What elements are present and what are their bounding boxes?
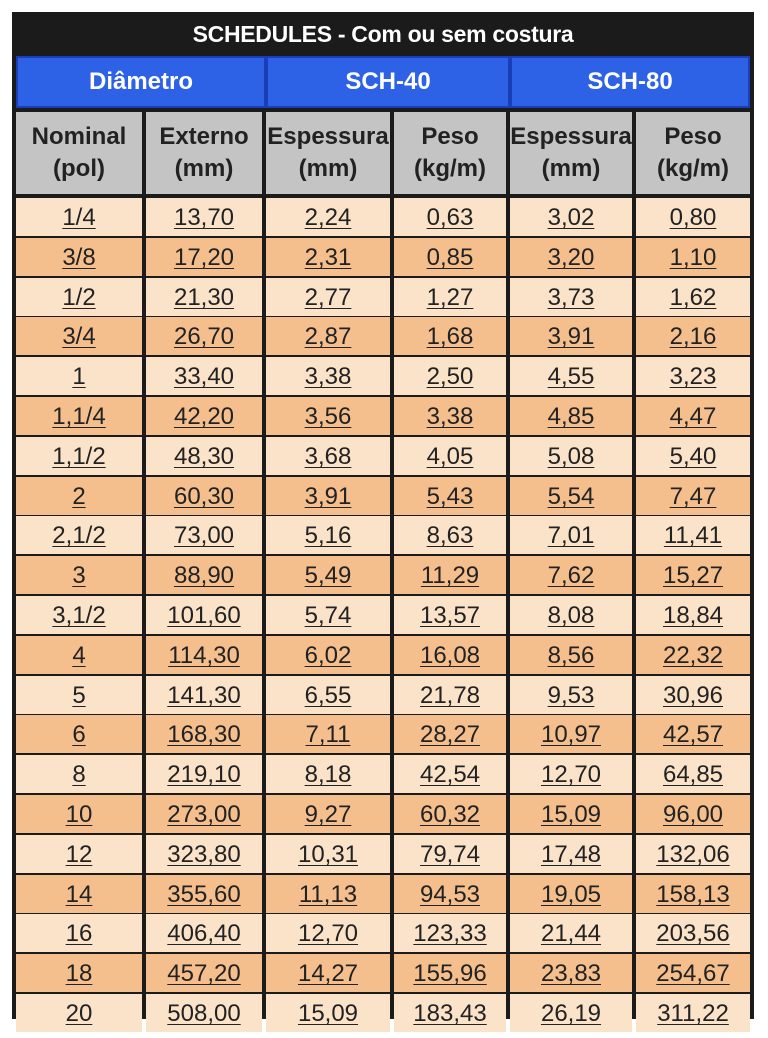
table-cell [636, 795, 750, 833]
table-cell [146, 636, 262, 674]
cell-value: 7,47 [669, 482, 717, 510]
cell-value: 3,20 [547, 243, 595, 271]
cell-value: 406,40 [167, 920, 241, 948]
table-cell [510, 238, 632, 276]
table-row [16, 875, 750, 913]
column-header-line1: Espessura [510, 123, 632, 150]
table-row [16, 357, 750, 395]
table-cell [146, 875, 262, 913]
table-cell [510, 477, 632, 515]
column-header-line2: (mm) [541, 155, 601, 182]
cell-value: 10,31 [297, 840, 359, 868]
table-cell [510, 875, 632, 913]
cell-value: 1,1/4 [52, 403, 106, 430]
cell-value: 21,44 [540, 920, 602, 948]
table-cell [16, 636, 142, 674]
cell-value: 8,56 [547, 641, 595, 669]
cell-value: 9,53 [547, 681, 595, 709]
cell-value: 11,13 [298, 880, 358, 908]
table-cell [146, 755, 262, 793]
cell-value: 5,54 [547, 482, 595, 510]
cell-value: 0,80 [669, 204, 717, 231]
table-cell [510, 198, 632, 236]
table-cell [394, 317, 506, 355]
cell-value: 2,16 [669, 323, 717, 351]
table-cell [146, 914, 262, 952]
group-header-sch80: SCH-80 [510, 56, 750, 108]
column-header-sch80-peso [636, 112, 750, 194]
cell-value: 5,43 [426, 482, 474, 510]
cell-value: 33,40 [173, 363, 235, 391]
cell-value: 4 [72, 641, 86, 669]
table-row [16, 994, 750, 1032]
table-cell [146, 238, 262, 276]
cell-value: 2 [72, 482, 86, 510]
cell-value: 26,70 [173, 323, 235, 351]
cell-value: 13,57 [419, 602, 481, 629]
table-cell [510, 636, 632, 674]
cell-value: 3,91 [304, 482, 352, 510]
cell-value: 96,00 [662, 801, 724, 828]
cell-value: 16,08 [419, 641, 481, 669]
cell-value: 7,01 [547, 522, 595, 550]
cell-value: 0,85 [426, 243, 474, 271]
table-cell [636, 317, 750, 355]
cell-value: 457,20 [167, 960, 241, 988]
cell-value: 1 [72, 363, 86, 391]
cell-value: 3,23 [669, 363, 717, 391]
cell-value: 23,83 [540, 960, 602, 988]
table-cell [636, 835, 750, 873]
cell-value: 7,62 [547, 562, 595, 590]
cell-value: 19,05 [540, 880, 602, 908]
table-cell [16, 556, 142, 594]
table-cell [394, 556, 506, 594]
cell-value: 17,48 [540, 840, 602, 868]
cell-value: 10,97 [540, 721, 602, 749]
group-header-row [16, 56, 750, 108]
table-cell [146, 596, 262, 634]
table-row [16, 835, 750, 873]
cell-value: 2,50 [426, 363, 474, 391]
table-cell [266, 556, 390, 594]
table-row [16, 477, 750, 515]
table-cell [16, 198, 142, 236]
table-cell [266, 636, 390, 674]
table-cell [266, 397, 390, 435]
cell-value: 323,80 [167, 840, 241, 868]
table-cell [146, 477, 262, 515]
cell-value: 2,77 [304, 283, 352, 311]
table-row [16, 278, 750, 316]
cell-value: 9,27 [304, 801, 352, 828]
cell-value: 3,02 [547, 204, 595, 231]
table-cell [510, 556, 632, 594]
cell-value: 42,57 [662, 721, 724, 749]
cell-value: 60,30 [173, 482, 235, 510]
table-row [16, 795, 750, 833]
table-cell [636, 954, 750, 992]
table-cell [510, 317, 632, 355]
cell-value: 42,20 [173, 403, 235, 430]
table-cell [146, 317, 262, 355]
table-cell [146, 516, 262, 554]
cell-value: 3,73 [547, 283, 595, 311]
table-cell [146, 357, 262, 395]
cell-value: 28,27 [419, 721, 481, 749]
cell-value: 5,08 [547, 442, 595, 470]
table-cell [16, 715, 142, 753]
table-cell [394, 875, 506, 913]
table-cell [146, 795, 262, 833]
cell-value: 1,62 [669, 283, 717, 311]
table-cell [16, 954, 142, 992]
cell-value: 15,09 [297, 1000, 359, 1027]
table-cell [266, 317, 390, 355]
table-cell [16, 755, 142, 793]
table-cell [394, 437, 506, 475]
table-cell [16, 596, 142, 634]
table-cell [146, 835, 262, 873]
table-cell [394, 835, 506, 873]
table-row [16, 198, 750, 236]
table-cell [266, 875, 390, 913]
cell-value: 21,78 [419, 681, 481, 709]
table-cell [510, 278, 632, 316]
table-cell [510, 835, 632, 873]
table-cell [266, 954, 390, 992]
cell-value: 158,13 [656, 880, 730, 908]
table-row [16, 755, 750, 793]
column-header-line1: Peso [664, 123, 722, 150]
cell-value: 8 [72, 761, 86, 789]
table-cell [510, 596, 632, 634]
cell-value: 5,40 [669, 442, 717, 470]
cell-value: 355,60 [167, 880, 241, 908]
table-row [16, 676, 750, 714]
table-row [16, 636, 750, 674]
table-cell [146, 278, 262, 316]
cell-value: 3,38 [304, 363, 352, 391]
table-cell [636, 636, 750, 674]
cell-value: 21,30 [173, 283, 235, 311]
table-cell [16, 994, 142, 1032]
table-cell [636, 556, 750, 594]
table-cell [510, 516, 632, 554]
table-cell [510, 755, 632, 793]
table-cell [510, 994, 632, 1032]
table-cell [510, 437, 632, 475]
table-cell [394, 755, 506, 793]
cell-value: 311,22 [657, 1000, 729, 1027]
cell-value: 15,09 [540, 801, 602, 828]
table-row [16, 954, 750, 992]
cell-value: 6,02 [304, 641, 352, 669]
table-cell [394, 198, 506, 236]
table-cell [16, 437, 142, 475]
table-cell [394, 357, 506, 395]
table-row [16, 437, 750, 475]
cell-value: 17,20 [173, 243, 235, 271]
table-cell [636, 914, 750, 952]
cell-value: 14 [65, 880, 93, 908]
column-header-line2: (kg/m) [414, 155, 486, 182]
table-cell [636, 397, 750, 435]
table-row [16, 238, 750, 276]
cell-value: 8,08 [547, 602, 595, 629]
table-cell [146, 437, 262, 475]
table-cell [266, 238, 390, 276]
table-cell [636, 198, 750, 236]
column-header-sch80-espessura [510, 112, 632, 194]
table-cell [146, 954, 262, 992]
cell-value: 0,63 [426, 204, 474, 231]
column-header-line1: Peso [421, 123, 479, 150]
table-cell [266, 357, 390, 395]
table-cell [146, 397, 262, 435]
table-cell [16, 795, 142, 833]
column-header-line1: Espessura [267, 123, 389, 150]
cell-value: 5,49 [304, 562, 352, 590]
table-cell [266, 835, 390, 873]
cell-value: 3/8 [62, 243, 96, 271]
table-cell [146, 556, 262, 594]
cell-value: 12 [65, 840, 93, 868]
cell-value: 13,70 [173, 204, 235, 231]
column-header-row [16, 112, 750, 194]
cell-value: 6 [72, 721, 86, 749]
cell-value: 10 [65, 801, 93, 828]
cell-value: 508,00 [167, 1000, 241, 1027]
table-cell [394, 994, 506, 1032]
column-header-line1: Nominal [31, 123, 127, 150]
cell-value: 5 [72, 681, 86, 709]
table-cell [266, 477, 390, 515]
cell-value: 60,32 [419, 801, 481, 828]
cell-value: 3 [72, 562, 86, 590]
cell-value: 20 [65, 1000, 93, 1027]
table-cell [266, 278, 390, 316]
table-cell [636, 715, 750, 753]
table-cell [510, 954, 632, 992]
cell-value: 123,33 [413, 920, 487, 948]
cell-value: 1/2 [62, 283, 96, 311]
cell-value: 1,10 [669, 243, 717, 271]
cell-value: 4,47 [669, 403, 717, 430]
column-header-line2: (pol) [53, 155, 105, 182]
table-cell [510, 914, 632, 952]
cell-value: 1,1/2 [52, 442, 106, 470]
table-cell [394, 238, 506, 276]
table-cell [636, 676, 750, 714]
cell-value: 2,31 [304, 243, 352, 271]
cell-value: 4,85 [547, 403, 595, 430]
table-cell [510, 357, 632, 395]
table-cell [510, 795, 632, 833]
cell-value: 12,70 [297, 920, 359, 948]
column-header-line2: (mm) [174, 155, 234, 182]
cell-value: 2,24 [304, 204, 352, 231]
table-cell [510, 397, 632, 435]
table-cell [636, 437, 750, 475]
column-header-line2: (kg/m) [657, 155, 729, 182]
table-cell [16, 238, 142, 276]
table-cell [394, 914, 506, 952]
table-row [16, 556, 750, 594]
table-cell [394, 596, 506, 634]
cell-value: 168,30 [167, 721, 241, 749]
table-cell [16, 278, 142, 316]
column-header-externo [146, 112, 262, 194]
table-cell [636, 477, 750, 515]
table-cell [146, 994, 262, 1032]
table-row [16, 596, 750, 634]
table-cell [510, 715, 632, 753]
table-title: SCHEDULES - Com ou sem costura [192, 21, 574, 47]
cell-value: 16 [65, 920, 93, 948]
cell-value: 3/4 [62, 323, 96, 351]
table-cell [16, 357, 142, 395]
column-header-nominal [16, 112, 142, 194]
cell-value: 18,84 [662, 602, 724, 629]
table-cell [16, 875, 142, 913]
table-cell [636, 357, 750, 395]
table-cell [636, 875, 750, 913]
table-cell [394, 954, 506, 992]
table-row [16, 715, 750, 753]
table-cell [16, 914, 142, 952]
cell-value: 101,60 [167, 602, 241, 629]
cell-value: 1/4 [62, 204, 96, 231]
schedules-table [12, 12, 754, 1027]
cell-value: 12,70 [540, 761, 602, 789]
column-header-sch40-espessura [266, 112, 390, 194]
table-cell [266, 914, 390, 952]
table-cell [266, 795, 390, 833]
table-cell [266, 516, 390, 554]
table-cell [266, 596, 390, 634]
cell-value: 155,96 [413, 960, 487, 988]
table-row [16, 397, 750, 435]
table-cell [394, 278, 506, 316]
cell-value: 2,1/2 [52, 522, 106, 550]
table-cell [394, 636, 506, 674]
cell-value: 219,10 [167, 761, 241, 789]
table-cell [266, 994, 390, 1032]
table-cell [146, 676, 262, 714]
table-cell [266, 437, 390, 475]
table-cell [146, 715, 262, 753]
cell-value: 88,90 [173, 562, 235, 590]
cell-value: 3,1/2 [52, 602, 106, 629]
column-header-sch40-peso [394, 112, 506, 194]
cell-value: 5,74 [304, 602, 352, 629]
table-cell [394, 516, 506, 554]
table-cell [636, 755, 750, 793]
cell-value: 18 [65, 960, 93, 988]
table-cell [636, 516, 750, 554]
cell-value: 73,00 [173, 522, 235, 550]
cell-value: 79,74 [419, 840, 481, 868]
cell-value: 26,19 [540, 1000, 602, 1027]
table-cell [146, 198, 262, 236]
cell-value: 22,32 [662, 641, 724, 669]
table-cell [636, 238, 750, 276]
table-cell [394, 795, 506, 833]
table-cell [16, 835, 142, 873]
cell-value: 203,56 [656, 920, 730, 948]
column-header-line1: Externo [159, 123, 249, 150]
cell-value: 11,41 [663, 522, 723, 550]
cell-value: 94,53 [419, 880, 481, 908]
cell-value: 6,55 [304, 681, 352, 709]
cell-value: 1,68 [426, 323, 474, 351]
table-cell [510, 676, 632, 714]
cell-value: 3,38 [426, 403, 474, 430]
table-cell [636, 596, 750, 634]
table-row [16, 516, 750, 554]
cell-value: 183,43 [413, 1000, 487, 1027]
cell-value: 30,96 [662, 681, 724, 709]
group-header-diametro: Diâmetro [16, 56, 266, 108]
cell-value: 114,30 [168, 641, 240, 669]
table-row [16, 914, 750, 952]
table-cell [16, 516, 142, 554]
cell-value: 273,00 [167, 801, 241, 828]
table-cell [266, 198, 390, 236]
cell-value: 254,67 [656, 960, 730, 988]
cell-value: 1,27 [426, 283, 474, 311]
cell-value: 15,27 [662, 562, 724, 590]
cell-value: 8,63 [426, 522, 474, 550]
cell-value: 64,85 [662, 761, 724, 789]
table-cell [266, 715, 390, 753]
cell-value: 3,56 [304, 403, 352, 430]
cell-value: 3,91 [547, 323, 595, 351]
table-cell [16, 397, 142, 435]
cell-value: 48,30 [173, 442, 235, 470]
table-row [16, 317, 750, 355]
column-header-line2: (mm) [298, 155, 358, 182]
cell-value: 8,18 [304, 761, 352, 789]
table-cell [394, 477, 506, 515]
table-cell [16, 317, 142, 355]
table-cell [266, 755, 390, 793]
cell-value: 5,16 [304, 522, 352, 550]
cell-value: 42,54 [419, 761, 481, 789]
table-cell [636, 994, 750, 1032]
table-cell [394, 397, 506, 435]
cell-value: 2,87 [304, 323, 352, 351]
cell-value: 4,55 [547, 363, 595, 391]
cell-value: 141,30 [167, 681, 241, 709]
cell-value: 7,11 [305, 721, 351, 749]
table-cell [266, 676, 390, 714]
cell-value: 11,29 [420, 562, 480, 590]
cell-value: 3,68 [304, 442, 352, 470]
table-cell [16, 676, 142, 714]
table-cell [394, 676, 506, 714]
cell-value: 4,05 [426, 442, 474, 470]
table-cell [16, 477, 142, 515]
group-header-sch40: SCH-40 [266, 56, 510, 108]
cell-value: 14,27 [297, 960, 359, 988]
cell-value: 132,06 [656, 840, 730, 868]
table-cell [394, 715, 506, 753]
table-cell [636, 278, 750, 316]
